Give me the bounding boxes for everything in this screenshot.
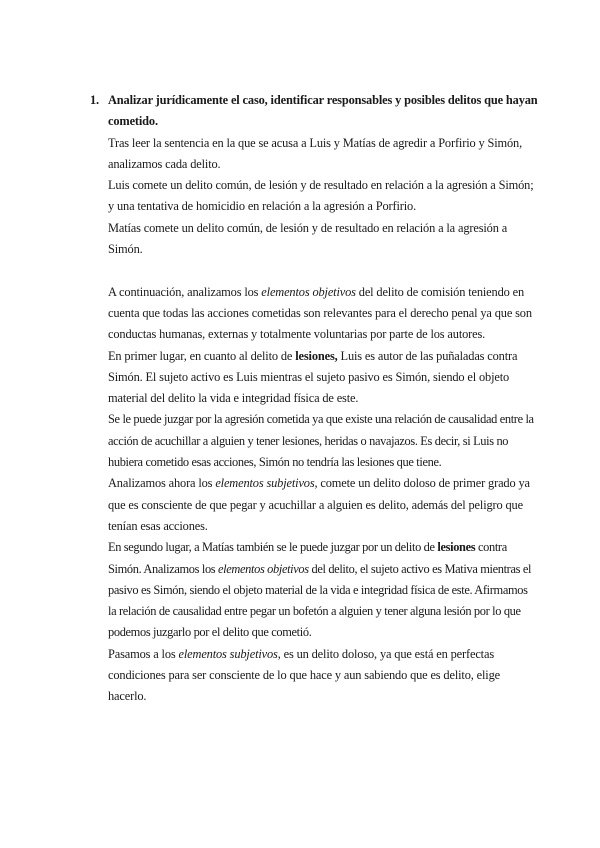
text-run: Pasamos a los — [108, 646, 179, 661]
paragraph-luis-subjective — [108, 473, 538, 537]
blank-line — [108, 260, 538, 281]
paragraph-matias-lesions — [108, 537, 538, 643]
text-run: Luis es autor de las puñaladas contra Simón. El sujeto activo es Luis mientras el sujeto pasivo es Simón, siendo el objeto material del delito la vida e integridad física de este. — [108, 348, 518, 406]
text-run: Se le puede juzgar por la agresión cometida ya que existe una relación de causalidad entre la acción de acuchillar a alguien y tener lesiones, heridas o navajazos. Es decir, si Luis no hubiera cometido esas acciones, Simón no tendría las lesiones que tiene. — [108, 412, 534, 470]
text-run: En segundo lugar, a Matías también se le puede juzgar por un delito de — [108, 540, 438, 555]
text-run: A continuación, analizamos los — [108, 284, 262, 299]
paragraph-luis-lesions — [108, 346, 538, 410]
text-run: En primer lugar, en cuanto al delito de — [108, 348, 296, 363]
paragraph-matias-summary — [108, 218, 538, 261]
paragraph-matias-subjective — [108, 644, 538, 708]
text-run: , es un delito doloso, ya que está en perfectas condiciones para ser consciente de lo que hace y aun sabiendo que es delito, elige hacerlo. — [108, 646, 500, 704]
document-body — [90, 90, 538, 708]
text-run: del delito de comisión teniendo en cuenta que todas las acciones cometidas son relevantes para el derecho penal ya que son conductas humanas, externas y totalmente voluntarias por parte de los autores. — [108, 284, 532, 342]
italic-term: elementos objetivos — [218, 561, 309, 576]
text-run: del delito, el sujeto activo es Mativa mientras el pasivo es Simón, siendo el objeto material de la vida e integridad física de este. Afirmamos la relación de causalidad entre pegar un bofetón a alguien y tener alguna lesión por lo que podemos juzgarlo por el delito que cometió. — [108, 561, 532, 640]
paragraph-intro — [108, 133, 538, 176]
bold-term: lesiones, — [295, 348, 338, 363]
italic-term: elementos subjetivos — [215, 476, 315, 491]
text-run: Tras leer la sentencia en la que se acusa a Luis y Matías de agredir a Porfirio y Simón, analizamos cada delito. — [108, 135, 523, 171]
text-run: , comete un delito doloso de primer grado ya que es consciente de que pegar y acuchillar a alguien es delito, además del peligro que tenían esas acciones. — [108, 476, 530, 533]
text-run: Luis comete un delito común, de lesión y de resultado en relación a la agresión a Simón; y una tentativa de homicidio en relación a la agresión a Porfirio. — [108, 178, 534, 214]
heading-number: 1. — [90, 93, 99, 107]
paragraph-luis-summary — [108, 175, 538, 218]
paragraph-causality — [108, 409, 538, 473]
paragraph-objective-elements — [108, 282, 538, 346]
text-run: Analizamos ahora los — [108, 476, 216, 491]
italic-term: elementos subjetivos — [178, 646, 278, 661]
text-run: contra Simón. Analizamos los — [108, 540, 507, 576]
section-heading — [90, 90, 538, 133]
heading-text: Analizar jurídicamente el caso, identificar responsables y posibles delitos que hayan cometido. — [108, 93, 538, 129]
text-run: Matías comete un delito común, de lesión y de resultado en relación a la agresión a Simón. — [108, 220, 508, 257]
italic-term: elementos objetivos — [261, 284, 356, 299]
bold-term: lesiones — [437, 540, 476, 555]
